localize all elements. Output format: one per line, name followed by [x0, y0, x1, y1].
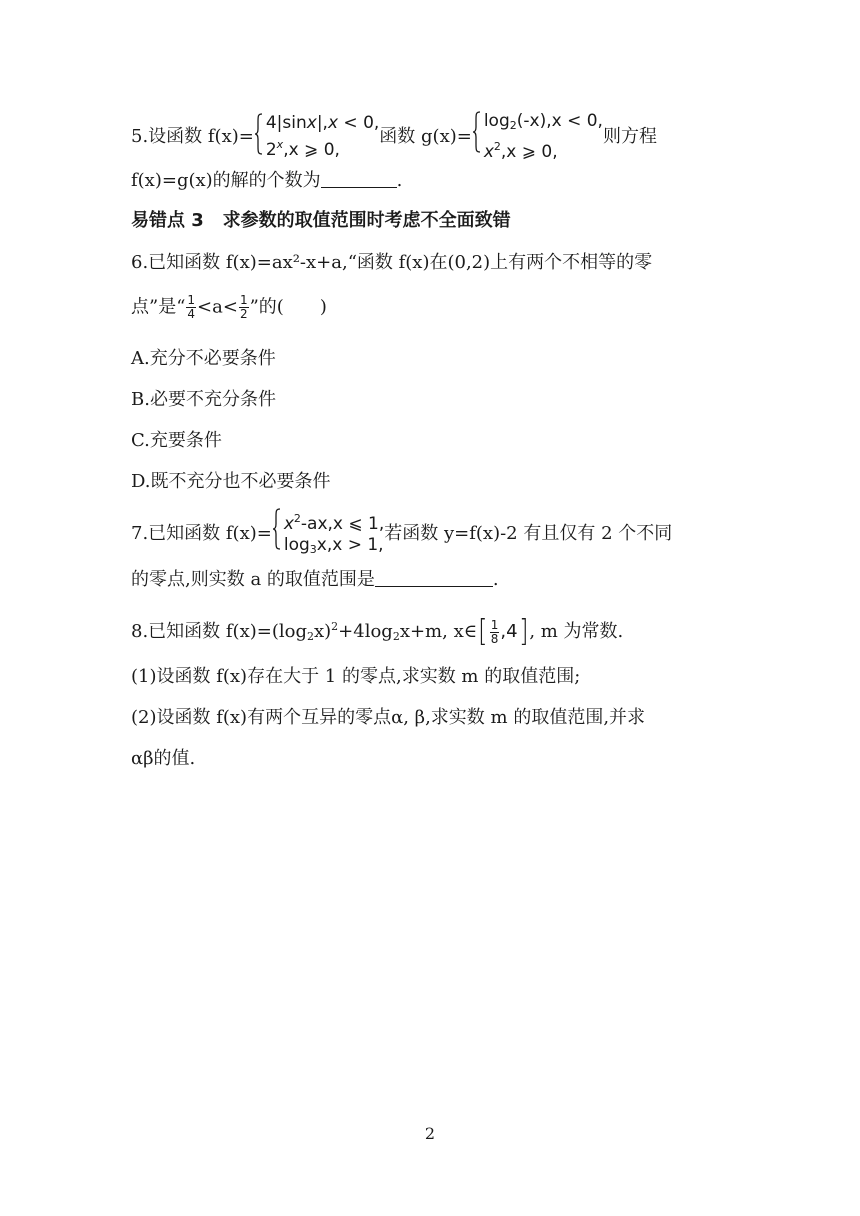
g-piecewise	[472, 111, 603, 163]
answer-blank[interactable]	[321, 169, 397, 188]
left-brace-icon	[254, 113, 263, 155]
interval: [ $\frac{1}{8}$ ,4]	[478, 614, 529, 649]
question-8-part-1: (1)设函数 f(x)存在大于 1 的零点,求实数 m 的取值范围;	[131, 666, 581, 687]
left-brace-icon	[472, 111, 481, 153]
question-8-part-2-line-2: αβ的值.	[131, 748, 196, 769]
question-5-line-1	[131, 111, 657, 163]
f-case-1: 4|sinx|,x < 0,	[265, 113, 380, 133]
question-7-line-2: 的零点,则实数 a 的取值范围是 .	[131, 569, 499, 590]
option-b[interactable]: B.必要不充分条件	[131, 389, 276, 410]
option-c[interactable]: C.充要条件	[131, 430, 222, 451]
f-case-2: 2$^x$,x ⩾ 0,	[265, 138, 340, 160]
question-8-line-1: 8.已知函数 $f(x)=(\log_2x)^2+4\log_2x+m$, x∈[ $\frac{1}{8}$ ,4], m 为常数.	[131, 614, 624, 649]
question-5-line-2: f(x)=g(x)的解的个数为 .	[131, 170, 403, 191]
case-2: $\log_3x,x > 1$,	[283, 535, 384, 556]
right-bracket-icon: ]	[518, 614, 529, 649]
question-8-part-2-line-1: (2)设函数 f(x)有两个互异的零点α, β,求实数 m 的取值范围,并求	[131, 707, 646, 728]
section-title: 求参数的取值范围时考虑不全面致错	[222, 210, 511, 231]
case-1: $x^2-ax,x$ ⩽ 1,	[283, 512, 385, 534]
fraction-one-quarter: $\frac{1}{4}$	[187, 293, 196, 321]
question-7-line-1: 7.已知函数 f(x)= $x^2-ax,x$ ⩽ 1, $\log_3x,x > 1$, 若函数 y=f(x)-2 有且仅有 2 个不同	[131, 508, 672, 560]
page-number: 2	[424, 1124, 436, 1143]
g-case-1: $\log_2(-x),x < 0$,	[483, 111, 603, 132]
q5-prefix: 5.设函数 f(x)=	[131, 126, 254, 147]
question-6-line-1: 6.已知函数 f(x)=ax²-x+a,“函数 f(x)在(0,2)上有两个不相等的零	[131, 252, 653, 273]
option-a[interactable]: A.充分不必要条件	[131, 348, 276, 369]
question-6-line-2: 点”是“ $\frac{1}{4}$ <a< $\frac{1}{2}$ ”的( )	[131, 293, 327, 321]
left-bracket-icon: [	[478, 614, 488, 649]
fraction-one-eighth: $\frac{1}{8}$	[490, 617, 499, 646]
f-piecewise	[254, 113, 379, 161]
section-label: 易错点 3	[131, 210, 204, 231]
g-case-2: $x^2,x$ ⩾ 0,	[483, 140, 558, 162]
q5-mid: 函数 g(x)=	[379, 126, 472, 147]
section-heading	[131, 208, 511, 234]
answer-blank[interactable]	[375, 568, 493, 587]
left-brace-icon	[272, 508, 281, 550]
fraction-one-half: $\frac{1}{2}$	[239, 293, 248, 321]
q5-suffix: 则方程	[602, 126, 657, 147]
piecewise-function	[272, 508, 384, 560]
option-d[interactable]: D.既不充分也不必要条件	[131, 471, 331, 492]
